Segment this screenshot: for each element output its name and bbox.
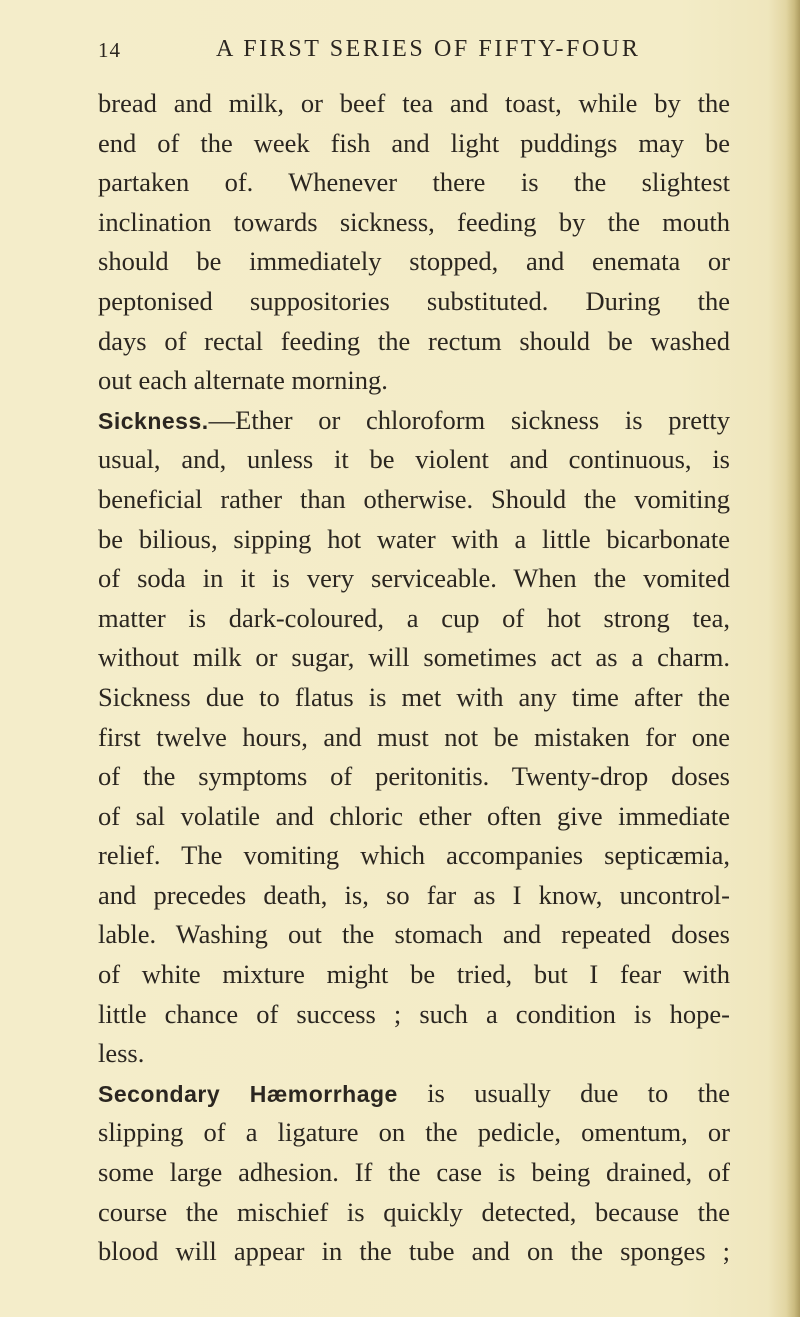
text-line: and precedes death, is, so far as I know, uncontrol- — [98, 879, 730, 910]
text-line: be bilious, sipping hot water with a little bicarbonate — [98, 523, 730, 554]
running-head — [98, 34, 718, 74]
text-line: out each alternate morning. — [98, 365, 388, 396]
text-line: blood will appear in the tube and on the sponges ; — [98, 1236, 730, 1267]
text-fragment: —Ether or chloroform sickness is pretty — [208, 404, 730, 435]
text-line: course the mischief is quickly detected, because the — [98, 1196, 730, 1227]
text-line: of soda in it is very serviceable. When the vomited — [98, 563, 730, 594]
text-line: lable. Washing out the stomach and repeated doses — [98, 919, 730, 950]
text-line: should be immediately stopped, and enemata or — [98, 246, 730, 277]
section-heading-sickness: Sickness. — [98, 407, 209, 434]
text-line: relief. The vomiting which accompanies septicæmia, — [98, 840, 730, 871]
text-line: bread and milk, or beef tea and toast, while by the — [98, 88, 730, 118]
text-fragment: is usually due to the — [397, 1077, 731, 1108]
paragraph-haemorrhage-first-line — [98, 1074, 730, 1114]
text-line: partaken of. Whenever there is the slightest — [98, 167, 730, 198]
text-line: beneficial rather than otherwise. Should the vomiting — [98, 483, 730, 514]
text-line: days of rectal feeding the rectum should be washed — [98, 325, 730, 356]
text-line: matter is dark-coloured, a cup of hot strong tea, — [98, 602, 730, 633]
text-line: inclination towards sickness, feeding by the mouth — [98, 206, 730, 237]
text-line: little chance of success ; such a condition is hope- — [98, 998, 730, 1029]
text-line: slipping of a ligature on the pedicle, omentum, or — [98, 1117, 730, 1148]
section-heading-secondary-haemorrhage: Secondary Hæmorrhage — [98, 1080, 398, 1107]
text-line: peptonised suppositories substituted. During the — [98, 285, 730, 316]
text-line: of the symptoms of peritonitis. Twenty-drop doses — [98, 761, 730, 792]
text-line: end of the week fish and light puddings may be — [98, 127, 730, 158]
text-line: first twelve hours, and must not be mistaken for one — [98, 721, 730, 752]
text-line: without milk or sugar, will sometimes act as a charm. — [98, 642, 730, 673]
text-line: less. — [98, 1038, 145, 1069]
page-edge-shadow — [786, 0, 800, 1317]
page-number: 14 — [98, 38, 121, 62]
running-head-title: A FIRST SERIES OF FIFTY-FOUR — [216, 36, 641, 62]
text-line: of white mixture might be tried, but I fear with — [98, 959, 730, 990]
text-line: Sickness due to flatus is met with any time after the — [98, 681, 730, 712]
text-line: usual, and, unless it be violent and continuous, is — [98, 444, 730, 475]
text-line: of sal volatile and chloric ether often give immediate — [98, 800, 730, 831]
body-text — [98, 84, 730, 1272]
paragraph-sickness-first-line — [98, 401, 730, 441]
text-line: some large adhesion. If the case is being drained, of — [98, 1157, 730, 1188]
